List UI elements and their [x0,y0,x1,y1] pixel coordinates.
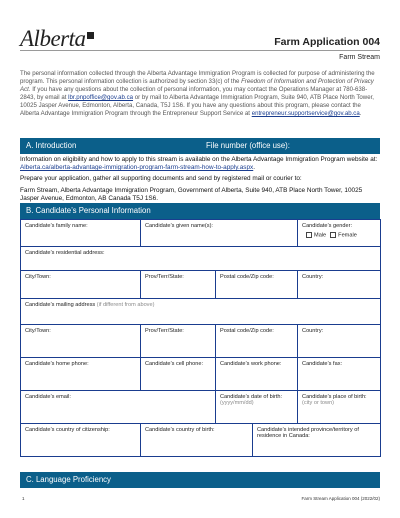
gender-field [298,220,381,247]
personal-info-table [20,219,381,457]
privacy-act-name: Freedom of Information and Protection of Privacy Act [20,78,374,94]
table-row [21,299,381,325]
mailing-postal-code-field[interactable] [216,325,298,358]
field-note: (city or town) [302,400,335,406]
field-label: Candidate’s place of birth: [302,394,367,400]
citizenship-field[interactable] [21,424,141,457]
field-label: Postal code/Zip code: [220,328,274,334]
postal-code-field[interactable] [216,271,298,299]
field-note: (if different from above) [95,302,155,308]
table-row [21,271,381,299]
field-label: Candidate’s work phone: [220,361,282,367]
introduction-text [20,156,380,206]
privacy-notice [20,70,380,119]
residential-address-field[interactable] [21,247,381,271]
alberta-logo [20,26,94,52]
section-b-bar [20,203,380,219]
field-label: City/Town: [25,274,51,280]
intro-line-3: Farm Stream, Alberta Advantage Immigration Program, Government of Alberta, Suite 940, ATB Place North Tower, 10025 Jasper Avenue, Edmonton, AB Canada T5J 1S6. [20,186,363,202]
intro-line-1-end: . [253,164,256,172]
pnp-email-link[interactable]: lbr.pnpoffice@gov.ab.ca [68,94,134,102]
email-field[interactable] [21,391,216,424]
female-checkbox[interactable] [330,232,336,238]
male-checkbox[interactable] [306,232,312,238]
field-label: Candidate’s residential address: [25,250,105,256]
table-row [21,325,381,358]
birth-country-field[interactable] [141,424,253,457]
female-label: Female [338,232,357,239]
mailing-country-field[interactable] [298,325,381,358]
section-b-title: B. Candidate’s Personal Information [26,206,151,215]
field-label: Candidate’s country of birth: [145,427,215,433]
intro-line-1: Information on eligibility and how to apply to this stream is available on the Alberta Advantage Immigration Program website at: [20,156,378,163]
privacy-text-2: . If you have any questions about the collection of personal information, you may contact the Operations Manager at 780-638-2843, by email at [20,86,368,102]
country-field[interactable] [298,271,381,299]
table-row [21,247,381,271]
field-label: Candidate’s country of citizenship: [25,427,110,433]
field-label: Candidate’s email: [25,394,71,400]
privacy-text-4: . [359,110,362,118]
field-label: Candidate’s given name(s): [145,223,213,229]
field-label: Candidate’s mailing address [25,302,96,308]
section-c-title: C. Language Proficiency [26,475,111,484]
field-label: Candidate’s cell phone: [145,361,204,367]
table-row [21,424,381,457]
form-reference: Farm Stream Application 004 (2022/02) [301,496,380,501]
field-note: (yyyy/mm/dd) [220,400,254,406]
privacy-text-1: The personal information collected through the Alberta Advantage Immigration Program is collected for purpose of administering the program. This personal information collection is authorized by section 33(c) of the [20,70,375,86]
family-name-field[interactable] [21,220,141,247]
form-subtitle: Farm Stream [339,54,380,61]
mailing-prov-field[interactable] [141,325,216,358]
form-title: Farm Application 004 [274,36,380,48]
field-label: Candidate’s date of birth: [220,394,283,400]
field-label: Candidate’s gender: [302,223,352,229]
intended-province-field[interactable] [253,424,381,457]
field-label: City/Town: [25,328,51,334]
table-row [21,220,381,247]
cell-phone-field[interactable] [141,358,216,391]
table-row [21,391,381,424]
section-a-title: A. Introduction [26,141,77,150]
work-phone-field[interactable] [216,358,298,391]
privacy-text-3: or by mail to Alberta Advantage Immigration Program, Suite 940, ATB Place North Tower, 10025 Jasper Avenue, Edmonton, Alberta, Canada, T5J 1S6. If you have any questions about this program, please contact the Alberta Advantage Immigration Program through the Entrepreneur Support Service at [20,94,374,118]
field-label: Prov/Terr/State: [145,274,184,280]
support-email-link[interactable]: entrepreneur.supportservice@gov.ab.ca [251,110,360,118]
office-file-number-label: File number (office use): [206,141,290,150]
city-field[interactable] [21,271,141,299]
given-names-field[interactable] [141,220,298,247]
field-label: Postal code/Zip code: [220,274,274,280]
mailing-city-field[interactable] [21,325,141,358]
male-label: Male [314,232,327,239]
field-label: Candidate’s family name: [25,223,88,229]
field-label: Country: [302,274,324,280]
logo-text: Alberta [20,26,86,51]
page-number: 1 [22,496,25,501]
home-phone-field[interactable] [21,358,141,391]
fax-field[interactable] [298,358,381,391]
field-label: Candidate’s intended province/territory of residence in Canada: [257,427,359,439]
table-row [21,358,381,391]
place-of-birth-field[interactable] [298,391,381,424]
date-of-birth-field[interactable] [216,391,298,424]
section-a-bar [20,138,380,154]
header-divider [20,50,380,51]
mailing-address-field[interactable] [21,299,381,325]
prov-field[interactable] [141,271,216,299]
logo-mark-icon [87,32,94,39]
field-label: Country: [302,328,324,334]
field-label: Candidate’s fax: [302,361,343,367]
field-label: Candidate’s home phone: [25,361,89,367]
intro-line-2: Prepare your application, gather all supporting documents and send by registered mail or courier to: [20,175,302,183]
program-website-link[interactable]: Alberta.ca/alberta-advantage-immigration-program-farm-stream-how-to-apply.aspx [20,164,254,172]
field-label: Prov/Terr/State: [145,328,184,334]
section-c-bar [20,472,380,488]
